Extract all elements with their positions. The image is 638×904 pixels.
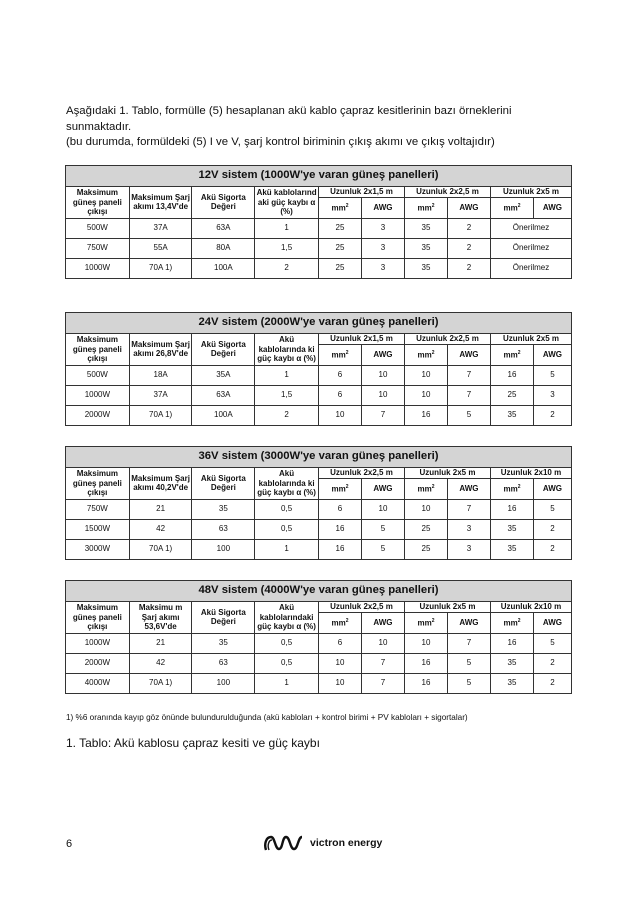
- table-title: 12V sistem (1000W'ye varan güneş panelleri): [66, 166, 572, 187]
- table-cell: 35: [490, 653, 533, 673]
- table-row: [66, 673, 572, 693]
- header-fuse: Akü Sigorta Değeri: [192, 334, 255, 366]
- table-cell: 3: [361, 218, 404, 238]
- header-length-1: Uzunluk 2x1,5 m: [318, 334, 404, 345]
- table-cell: 7: [361, 653, 404, 673]
- table-cell: 55A: [129, 238, 192, 258]
- table-cell: 100: [192, 539, 255, 559]
- table-cell: 35A: [192, 365, 255, 385]
- table-cell: 35: [490, 673, 533, 693]
- spec-table: [65, 446, 572, 560]
- table-cell: 3000W: [66, 539, 130, 559]
- table-row: [66, 385, 572, 405]
- table-title: 36V sistem (3000W'ye varan güneş panelleri): [66, 447, 572, 468]
- table-cell: 5: [533, 633, 571, 653]
- table-cell: 6: [318, 633, 361, 653]
- subheader-awg: AWG: [447, 197, 490, 218]
- table-cell: 7: [361, 405, 404, 425]
- table-cell: 25: [404, 539, 447, 559]
- table-title: 24V sistem (2000W'ye varan güneş panelleri): [66, 313, 572, 334]
- table-row: [66, 653, 572, 673]
- table-row: [66, 238, 572, 258]
- table-cell: 0,5: [255, 633, 319, 653]
- subheader-awg: AWG: [361, 612, 404, 633]
- table-cell: 35: [490, 539, 533, 559]
- header-max-output: Maksimum güneş paneli çıkışı: [66, 187, 130, 219]
- table-cell: 25: [404, 519, 447, 539]
- table-cell: 7: [447, 499, 490, 519]
- table-cell: 10: [361, 385, 404, 405]
- table-cell: 63A: [192, 218, 255, 238]
- table-cell: 63: [192, 519, 255, 539]
- table-cell: 2: [533, 653, 571, 673]
- subheader-awg: AWG: [533, 612, 571, 633]
- subheader-mm2: $mm^2$: [318, 197, 361, 218]
- header-length-1: Uzunluk 2x2,5 m: [318, 602, 404, 613]
- table-cell: 500W: [66, 365, 130, 385]
- table-cell: 16: [404, 405, 447, 425]
- spec-table: [65, 312, 572, 426]
- table-cell: 10: [404, 499, 447, 519]
- table-cell: 5: [361, 539, 404, 559]
- subheader-mm2: $mm^2$: [490, 478, 533, 499]
- table-cell: 25: [490, 385, 533, 405]
- subheader-mm2: $mm^2$: [318, 612, 361, 633]
- table-cell: 1000W: [66, 385, 130, 405]
- table-cell: 2: [533, 673, 571, 693]
- table-row: [66, 365, 572, 385]
- subheader-mm2: $mm^2$: [490, 344, 533, 365]
- table-cell: 5: [533, 365, 571, 385]
- header-fuse: Akü Sigorta Değeri: [192, 602, 255, 634]
- table-cell: 0,5: [255, 653, 319, 673]
- header-length-3: Uzunluk 2x10 m: [490, 468, 571, 479]
- table-cell: 25: [318, 238, 361, 258]
- subheader-awg: AWG: [533, 344, 571, 365]
- table-cell: 5: [447, 653, 490, 673]
- subheader-mm2: $mm^2$: [490, 197, 533, 218]
- table-cell: 25: [318, 258, 361, 278]
- table-cell: 6: [318, 365, 361, 385]
- table-cell: 42: [129, 519, 192, 539]
- table-cell: 2: [447, 258, 490, 278]
- table-cell: 16: [490, 365, 533, 385]
- table-cell: 63A: [192, 385, 255, 405]
- subheader-awg: AWG: [447, 344, 490, 365]
- header-charge-current: Maksimum Şarj akımı 26,8V'de: [129, 334, 192, 366]
- table-cell: 3: [361, 238, 404, 258]
- table-cell: 10: [318, 653, 361, 673]
- table-cell: 80A: [192, 238, 255, 258]
- table-cell: 1: [255, 365, 319, 385]
- intro-text: [66, 104, 586, 151]
- table-cell: 10: [361, 365, 404, 385]
- subheader-mm2: $mm^2$: [404, 197, 447, 218]
- table-cell: 2: [533, 405, 571, 425]
- table-cell: 6: [318, 385, 361, 405]
- spec-table: [65, 580, 572, 694]
- table-cell: 35: [404, 218, 447, 238]
- table-row: [66, 405, 572, 425]
- table-cell: 37A: [129, 218, 192, 238]
- header-charge-current: Maksimum Şarj akımı 13,4V'de: [129, 187, 192, 219]
- header-charge-current: Maksimu m Şarj akımı 53,6V'de: [129, 602, 192, 634]
- page-number: 6: [66, 838, 73, 850]
- table-cell: 35: [192, 499, 255, 519]
- table-cell: 1500W: [66, 519, 130, 539]
- table-cell: 16: [318, 519, 361, 539]
- header-length-2: Uzunluk 2x5 m: [404, 468, 490, 479]
- table-cell: 100: [192, 673, 255, 693]
- subheader-mm2: $mm^2$: [318, 478, 361, 499]
- subheader-awg: AWG: [533, 197, 571, 218]
- table-cell: 16: [490, 499, 533, 519]
- subheader-mm2: $mm^2$: [404, 612, 447, 633]
- subheader-awg: AWG: [361, 344, 404, 365]
- header-max-output: Maksimum güneş paneli çıkışı: [66, 334, 130, 366]
- table-cell: Önerilmez: [490, 238, 571, 258]
- table-cell: 750W: [66, 238, 130, 258]
- table-cell: 16: [404, 673, 447, 693]
- table-title: 48V sistem (4000W'ye varan güneş panelleri): [66, 581, 572, 602]
- table-cell: 3: [447, 539, 490, 559]
- table-cell: 1000W: [66, 633, 130, 653]
- table-cell: 100A: [192, 258, 255, 278]
- header-length-1: Uzunluk 2x1,5 m: [318, 187, 404, 198]
- table-cell: 10: [318, 673, 361, 693]
- victron-logo-icon: [262, 834, 306, 852]
- table-cell: 10: [404, 633, 447, 653]
- intro-line-2: sunmaktadır.: [66, 120, 132, 133]
- header-fuse: Akü Sigorta Değeri: [192, 468, 255, 500]
- table-cell: 16: [318, 539, 361, 559]
- subheader-awg: AWG: [361, 478, 404, 499]
- table-cell: 10: [361, 499, 404, 519]
- table-cell: 1,5: [255, 385, 319, 405]
- table-cell: 35: [490, 405, 533, 425]
- table-cell: 10: [318, 405, 361, 425]
- table-cell: 2: [447, 238, 490, 258]
- table-row: [66, 499, 572, 519]
- logo-text: victron energy: [310, 837, 383, 849]
- table-cell: 25: [318, 218, 361, 238]
- header-charge-current: Maksimum Şarj akımı 40,2V'de: [129, 468, 192, 500]
- header-max-output: Maksimum güneş paneli çıkışı: [66, 602, 130, 634]
- table-cell: Önerilmez: [490, 258, 571, 278]
- table-cell: 0,5: [255, 519, 319, 539]
- table-cell: 5: [447, 405, 490, 425]
- table-cell: 7: [447, 385, 490, 405]
- header-power-loss: Akü kablolarınd aki güç kaybı α (%): [256, 188, 317, 216]
- footnote: 1) %6 oranında kayıp göz önünde bulundurulduğunda (akü kabloları + kontrol birimi + PV kabloları + sigortalar): [66, 713, 468, 722]
- table-cell: 5: [447, 673, 490, 693]
- table-cell: 1,5: [255, 238, 319, 258]
- header-length-2: Uzunluk 2x2,5 m: [404, 187, 490, 198]
- header-power-loss: Akü kablolarında ki güç kaybı α (%): [255, 334, 319, 366]
- subheader-awg: AWG: [533, 478, 571, 499]
- subheader-mm2: $mm^2$: [490, 612, 533, 633]
- subheader-awg: AWG: [447, 612, 490, 633]
- table-cell: 2: [255, 258, 319, 278]
- table-cell: 70A 1): [129, 258, 192, 278]
- header-length-3: Uzunluk 2x10 m: [490, 602, 571, 613]
- table-cell: 2: [533, 539, 571, 559]
- table-row: [66, 539, 572, 559]
- table-cell: 35: [404, 238, 447, 258]
- table-cell: 5: [361, 519, 404, 539]
- table-cell: 2: [255, 405, 319, 425]
- subheader-mm2: $mm^2$: [404, 344, 447, 365]
- table-cell: 10: [361, 633, 404, 653]
- spec-table: [65, 165, 572, 279]
- table-cell: 1: [255, 539, 319, 559]
- table-cell: 1000W: [66, 258, 130, 278]
- intro-line-3: (bu durumda, formüldeki (5) I ve V, şarj kontrol biriminin çıkış akımı ve çıkış voltajıdır): [66, 136, 495, 148]
- table-row: [66, 519, 572, 539]
- header-length-3: Uzunluk 2x5 m: [490, 187, 571, 198]
- table-cell: 70A 1): [129, 673, 192, 693]
- table-cell: 35: [192, 633, 255, 653]
- table-cell: 35: [490, 519, 533, 539]
- table-cell: 2: [447, 218, 490, 238]
- table-cell: 16: [490, 633, 533, 653]
- subheader-mm2: $mm^2$: [318, 344, 361, 365]
- table-cell: 2000W: [66, 653, 130, 673]
- table-cell: 10: [404, 365, 447, 385]
- table-cell: 21: [129, 633, 192, 653]
- table-cell: 70A 1): [129, 539, 192, 559]
- table-cell: 1: [255, 218, 319, 238]
- table-cell: 7: [447, 365, 490, 385]
- table-cell: 37A: [129, 385, 192, 405]
- table-cell: 2: [533, 519, 571, 539]
- table-cell: 10: [404, 385, 447, 405]
- header-length-2: Uzunluk 2x5 m: [404, 602, 490, 613]
- header-fuse: Akü Sigorta Değeri: [192, 187, 255, 219]
- table-row: [66, 633, 572, 653]
- table-cell: 3: [361, 258, 404, 278]
- subheader-awg: AWG: [361, 197, 404, 218]
- subheader-mm2: $mm^2$: [404, 478, 447, 499]
- table-cell: 16: [404, 653, 447, 673]
- table-cell: 3: [533, 385, 571, 405]
- table-cell: 7: [447, 633, 490, 653]
- table-cell: 750W: [66, 499, 130, 519]
- table-cell: 5: [533, 499, 571, 519]
- header-max-output: Maksimum güneş paneli çıkışı: [66, 468, 130, 500]
- header-power-loss: Akü kablolarında ki güç kaybı α (%): [255, 468, 319, 500]
- table-cell: 18A: [129, 365, 192, 385]
- table-cell: 63: [192, 653, 255, 673]
- header-length-3: Uzunluk 2x5 m: [490, 334, 571, 345]
- table-cell: 35: [404, 258, 447, 278]
- table-cell: 2000W: [66, 405, 130, 425]
- table-cell: 70A 1): [129, 405, 192, 425]
- brand-logo: [262, 834, 382, 852]
- table-cell: 3: [447, 519, 490, 539]
- table-cell: 6: [318, 499, 361, 519]
- intro-line-1: Aşağıdaki 1. Tablo, formülle (5) hesaplanan akü kablo çapraz kesitlerinin bazı örneklerini: [66, 105, 512, 117]
- header-length-1: Uzunluk 2x2,5 m: [318, 468, 404, 479]
- subheader-awg: AWG: [447, 478, 490, 499]
- table-cell: 500W: [66, 218, 130, 238]
- table-caption: 1. Tablo: Akü kablosu çapraz kesiti ve güç kaybı: [66, 736, 320, 750]
- table-cell: 7: [361, 673, 404, 693]
- table-cell: Önerilmez: [490, 218, 571, 238]
- table-cell: 0,5: [255, 499, 319, 519]
- table-cell: 4000W: [66, 673, 130, 693]
- header-power-loss: Akü kablolarındaki güç kaybı α (%): [255, 602, 319, 634]
- table-cell: 1: [255, 673, 319, 693]
- table-cell: 21: [129, 499, 192, 519]
- header-length-2: Uzunluk 2x2,5 m: [404, 334, 490, 345]
- table-row: [66, 258, 572, 278]
- table-row: [66, 218, 572, 238]
- table-cell: 42: [129, 653, 192, 673]
- table-cell: 100A: [192, 405, 255, 425]
